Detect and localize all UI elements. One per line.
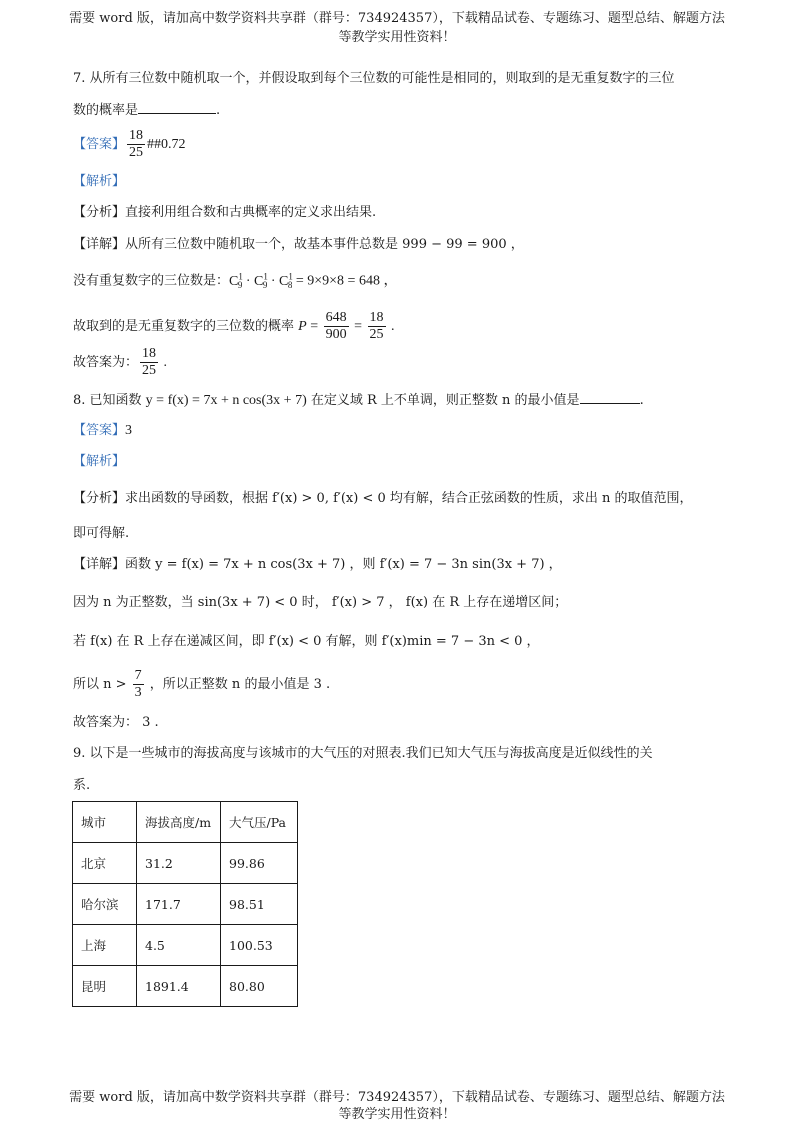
q7-final-answer: 故答案为： $\frac{18}{25}$ . [73,346,168,379]
table-cell: 171.7 [137,884,221,925]
altitude-pressure-table [72,801,298,1007]
q7-jiexi-label: 【解析】 [73,174,126,189]
q8-detail-1: 【详解】函数 y = f(x) = 7x + n cos(3x + 7) ，则 f′(x) = 7 − 3n sin(3x + 7) ， [73,557,562,572]
q7-answer: 【答案】 $\frac{18}{25}$ ##0.72 [73,128,186,161]
table-cell: 1891.4 [137,966,221,1007]
footer-notice-line1: 需要 word 版，请加高中数学资料共享群（群号：734924357），下载精品试卷、专题练习、题型总结、解题方法 [69,1090,725,1105]
q8-stem: 8. 已知函数 y = f(x) = 7x + n cos(3x + 7) 在定义域 R 上不单调，则正整数 n 的最小值是 . [73,393,644,408]
q7-stem-line2: 数的概率是 . [73,103,221,118]
table-cell: 哈尔滨 [73,884,137,925]
table-cell: 昆明 [73,966,137,1007]
q8-answer: 【答案】3 [73,423,133,438]
table-cell: 100.53 [221,925,298,966]
table-header-cell: 海拔高度/m [137,802,221,843]
table-cell: 80.80 [221,966,298,1007]
table-cell: 上海 [73,925,137,966]
header-notice-line1: 需要 word 版，请加高中数学资料共享群（群号：734924357），下载精品试卷、专题练习、题型总结、解题方法 [69,11,725,26]
q8-jiexi-label: 【解析】 [73,454,126,469]
header-notice-line2: 等教学实用性资料！ [338,30,456,45]
n-bound-fraction: $\frac{7}{3}$ [134,668,142,701]
table-cell: 4.5 [137,925,221,966]
table-header-cell: 大气压/Pa [221,802,298,843]
table-cell: 99.86 [221,843,298,884]
q7-detail-1: 【详解】从所有三位数中随机取一个，故基本事件总数是 999 − 99 = 900 ， [73,237,524,252]
table-row [73,925,298,966]
table-row [73,884,298,925]
table-row [73,966,298,1007]
footer-notice-line2: 等教学实用性资料！ [338,1107,456,1122]
probability-simplified: $\frac{18}{25}$ [369,310,384,343]
answer-blank [138,103,216,114]
table-cell: 31.2 [137,843,221,884]
q9-stem-line2: 系. [73,778,91,793]
q8-detail-4: 所以 n > $\frac{7}{3}$ ，所以正整数 n 的最小值是 3 . [73,668,331,701]
probability-fraction: $\frac{648}{900}$ [325,310,347,343]
q8-detail-3: 若 f(x) 在 R 上存在递减区间，即 f′(x) < 0 有解，则 f′(x)min = 7 − 3n < 0 ， [73,634,540,649]
table-row [73,843,298,884]
q9-stem-line1: 9. 以下是一些城市的海拔高度与该城市的大气压的对照表.我们已知大气压与海拔高度是近似线性的关 [73,746,653,761]
table-header-cell: 城市 [73,802,137,843]
q8-analysis-1: 【分析】求出函数的导函数，根据 f′(x) > 0, f′(x) < 0 均有解，结合正弦函数的性质，求出 n 的取值范围， [73,491,693,506]
q8-analysis-2: 即可得解. [73,526,130,541]
q8-final-answer: 故答案为： 3 . [73,715,159,730]
answer-fraction: $\frac{18}{25}$ [129,128,144,161]
final-fraction: $\frac{18}{25}$ [142,346,157,379]
table-cell: 98.51 [221,884,298,925]
answer-label: 【答案】 [73,423,126,438]
answer-blank [580,393,640,404]
table-cell: 北京 [73,843,137,884]
answer-label: 【答案】 [73,137,126,153]
q8-detail-2: 因为 n 为正整数，当 sin(3x + 7) < 0 时， f′(x) > 7 ， f(x) 在 R 上存在递增区间； [73,595,568,610]
q7-stem-line1: 7. 从所有三位数中随机取一个，并假设取到每个三位数的可能性是相同的，则取到的是无重复数字的三位 [73,71,675,86]
q7-detail-3: 故取到的是无重复数字的三位数的概率 P = $\frac{648}{900}$ = $\frac{18}{25}$ . [73,310,395,343]
q7-analysis: 【分析】直接利用组合数和古典概率的定义求出结果. [73,205,377,220]
q7-detail-2: 没有重复数字的三位数是：$C^1_9 \cdot C^1_9 \cdot C^1_8 = 9\times 9\times 8 = 648$ ， [73,271,398,291]
table-header-row [73,802,298,843]
